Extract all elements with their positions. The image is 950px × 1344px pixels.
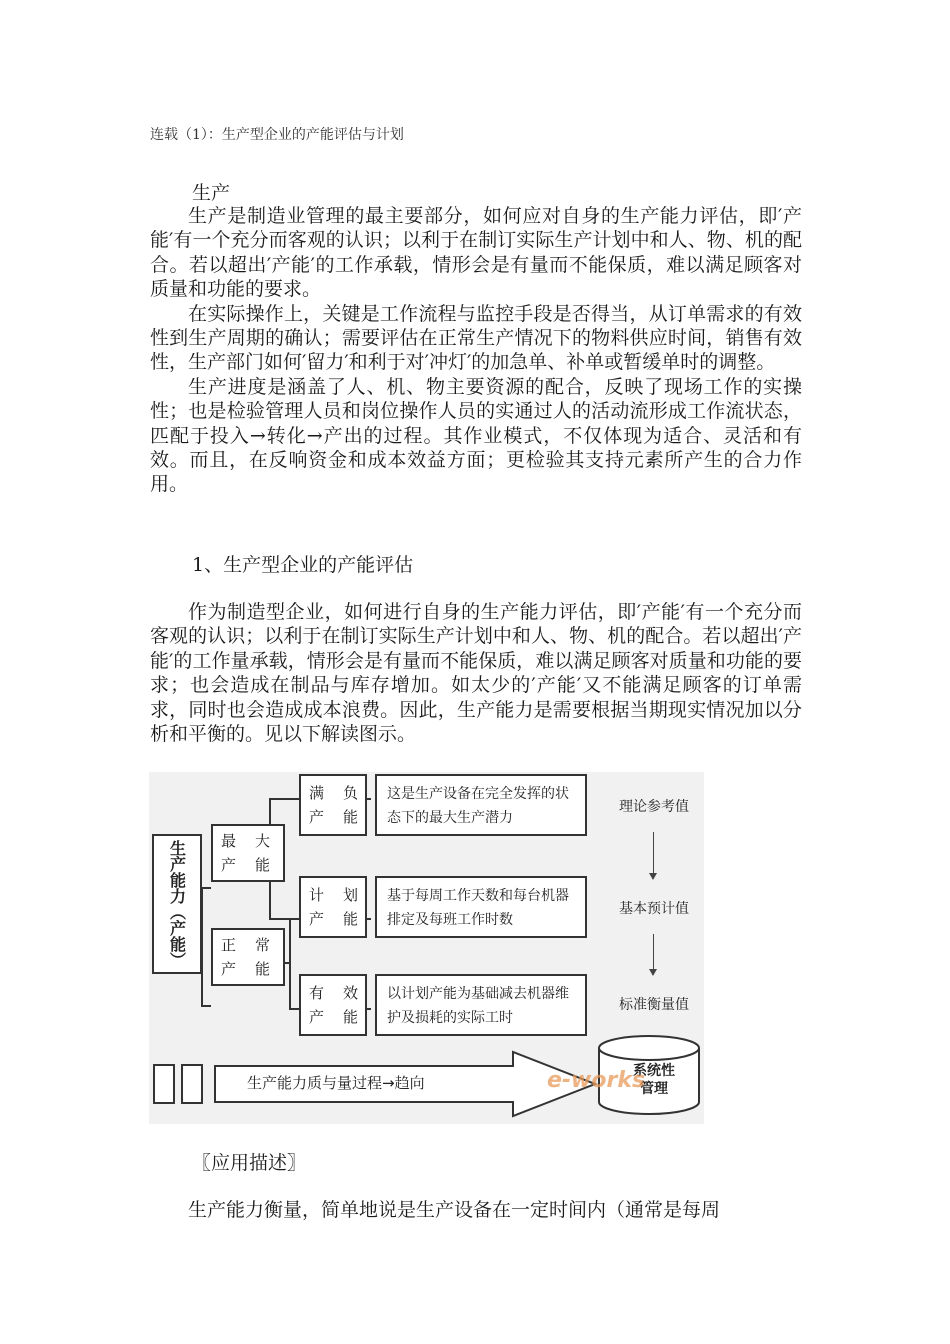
theoretical-value-label: 理论参考值 bbox=[619, 799, 689, 815]
system-management-label: 系统性管理 bbox=[633, 1063, 675, 1097]
intro-text bbox=[150, 204, 802, 497]
capacity-diagram bbox=[149, 772, 704, 1124]
section-text bbox=[150, 600, 802, 746]
paragraph-2: 在实际操作上，关键是工作流程与监控手段是否得当，从订单需求的有效性到生产周期的确认；需要评估在正常生产情况下的物料供应时间，销售有效性，生产部门如何′留力′和利于对′冲灯′的加急单、补单或暂缓单时的调整。 bbox=[150, 302, 802, 374]
effective-description: 以计划产能为基础减去机器维护及损耗的实际工时 bbox=[375, 974, 587, 1036]
arrow-down-icon bbox=[653, 934, 654, 974]
section-heading: 1、生产型企业的产能评估 bbox=[192, 554, 414, 576]
arrow-down-icon bbox=[653, 832, 654, 878]
paragraph-1: 生产是制造业管理的最主要部分，如何应对自身的生产能力评估，即′产能′有一个充分而客观的认识；以利于在制订实际生产计划中和人、物、机的配合。若以超出′产能′的工作承载，情形会是有量而不能保质，难以满足顾客对质量和功能的要求。 bbox=[150, 205, 802, 301]
full-load-capacity-box: 满 负 产 能 bbox=[299, 774, 367, 836]
paragraph-3: 生产进度是涵盖了人、机、物主要资源的配合，反映了现场工作的实操性；也是检验管理人员和岗位操作人员的实通过人的活动流形成工作流状态，匹配于投入→转化→产出的过程。其作业模式，不仅体现为适合、灵活和有效。而且，在反响资金和成本效益方面；更检验其支持元素所产生的合力作用。 bbox=[150, 375, 802, 496]
application-description-heading: 〖应用描述〗 bbox=[192, 1152, 307, 1174]
capacity-root-box: 生产能力（产能） bbox=[152, 834, 202, 974]
small-bar-2 bbox=[181, 1064, 203, 1104]
effective-capacity-box: 有 效 产 能 bbox=[299, 974, 367, 1036]
planned-description: 基于每周工作天数和每台机器排定及每班工作时数 bbox=[375, 876, 587, 938]
normal-capacity-box: 正 常 产 能 bbox=[211, 928, 285, 986]
max-capacity-box: 最 大 产 能 bbox=[211, 824, 285, 882]
document-header: 连载（1）：生产型企业的产能评估与计划 bbox=[150, 127, 404, 143]
planned-capacity-box: 计 划 产 能 bbox=[299, 876, 367, 938]
heading-production: 生产 bbox=[192, 182, 231, 204]
e-works-watermark: e-works bbox=[547, 1068, 646, 1093]
expected-value-label: 基本预计值 bbox=[619, 901, 689, 917]
closing-text bbox=[150, 1198, 802, 1222]
paragraph-4: 作为制造型企业，如何进行自身的生产能力评估，即′产能′有一个充分而客观的认识；以利于在制订实际生产计划中和人、物、机的配合。若以超出′产能′的工作量承载，情形会是有量而不能保质，难以满足顾客对质量和功能的要求；也会造成在制品与库存增加。如太少的′产能′又不能满足顾客的订单需求，同时也会造成成本浪费。因此，生产能力是需要根据当期现实情况加以分析和平衡的。见以下解读图示。 bbox=[150, 601, 802, 746]
full-load-description: 这是生产设备在完全发挥的状态下的最大生产潜力 bbox=[375, 774, 587, 836]
paragraph-5: 生产能力衡量，简单地说是生产设备在一定时间内（通常是每周 bbox=[188, 1199, 721, 1221]
standard-value-label: 标准衡量值 bbox=[619, 997, 689, 1013]
process-trend-text: 生产能力质与量过程→趋向 bbox=[247, 1074, 425, 1092]
small-bar-1 bbox=[153, 1064, 175, 1104]
